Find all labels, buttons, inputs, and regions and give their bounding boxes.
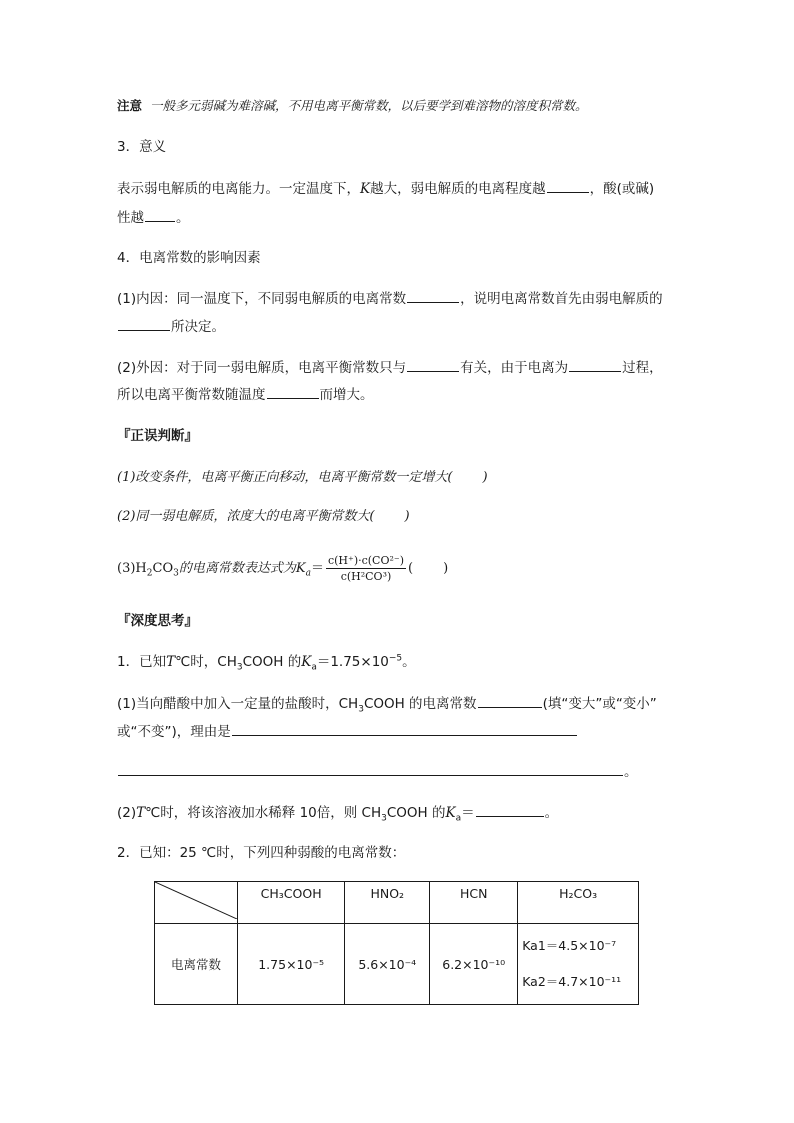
ionization-constants-table xyxy=(154,881,639,1005)
answer-blank[interactable] xyxy=(267,384,319,399)
diagonal-line xyxy=(155,882,237,919)
text: 过程， xyxy=(622,360,663,376)
answer-blank[interactable] xyxy=(118,316,170,331)
text: ＝ xyxy=(310,561,324,576)
text: 。 xyxy=(624,764,638,780)
note-label: 注意 xyxy=(117,98,143,113)
ka2-value: Ka2＝4.7×10⁻¹¹ xyxy=(522,974,622,989)
table-row xyxy=(155,924,639,1005)
text: 。 xyxy=(402,654,416,670)
section4-title: 4．电离常数的影响因素 xyxy=(117,250,261,266)
fraction-denominator: c(H²CO³) xyxy=(340,570,392,583)
text: ( xyxy=(408,561,414,576)
text: ，酸(或碱) xyxy=(589,181,655,197)
text: 性越 xyxy=(117,210,144,226)
text: (填“变大”或“变小” xyxy=(542,696,657,712)
text: 1．已知 xyxy=(117,654,167,670)
text: 。 xyxy=(176,210,190,226)
subscript: a xyxy=(305,568,311,579)
judge-q3: $(3)H_2CO_3$的电离常数表达式为$K_a=$ $\frac{\text{c(H⁺)·c(CO²⁻)}}{\text{c(H²CO³)}}$ ( ) xyxy=(117,554,449,583)
judge-title: 『正误判断』 xyxy=(117,428,198,444)
note-line xyxy=(117,96,587,116)
text: COOH 的 xyxy=(242,654,302,670)
think-title: 『深度思考』 xyxy=(117,613,198,629)
text: ) xyxy=(404,509,410,524)
text: 。 xyxy=(544,805,559,821)
text: (2)同一弱电解质，浓度大的电离平衡常数大( xyxy=(117,509,375,524)
text: COOH 的电离常数 xyxy=(363,696,477,712)
answer-blank[interactable] xyxy=(232,721,577,736)
text: 所以电离平衡常数随温度 xyxy=(117,387,266,403)
table-header-cell: HNO₂ xyxy=(345,882,430,924)
text: 的电离常数表达式为 xyxy=(178,561,296,576)
text: 所决定。 xyxy=(171,319,225,335)
text: ℃时，将该溶液加水稀释 10倍，则 CH xyxy=(145,805,382,821)
text: (3)H xyxy=(117,561,147,576)
judge-q1 xyxy=(117,468,488,488)
think-q2: 2．已知：25 ℃时，下列四种弱酸的电离常数： xyxy=(117,845,406,861)
text: ) xyxy=(443,561,449,576)
exponent: −5 xyxy=(388,653,403,664)
text: (2) xyxy=(117,805,137,821)
table-cell-h2co3 xyxy=(518,924,639,1005)
section3-line2 xyxy=(117,207,190,228)
answer-blank[interactable] xyxy=(118,761,623,776)
think-q1-p1-line1: (1)当向醋酸中加入一定量的盐酸时，$CH_3COOH$ 的电离常数 (填“变大”或“变小” xyxy=(117,693,657,714)
ka-symbol: K xyxy=(445,805,456,821)
ka-symbol: K xyxy=(295,561,306,576)
text: ℃时，CH xyxy=(175,654,237,670)
table-cell: 1.75×10⁻⁵ xyxy=(238,924,345,1005)
ka-symbol: K xyxy=(301,654,312,670)
answer-blank[interactable] xyxy=(407,357,459,372)
fraction-numerator: c(H⁺)·c(CO²⁻) xyxy=(327,554,405,567)
table-header-cell: CH₃COOH xyxy=(238,882,345,924)
section3-title: 3．意义 xyxy=(117,139,167,155)
answer-blank[interactable] xyxy=(569,357,621,372)
ka1-value: Ka1＝4.5×10⁻⁷ xyxy=(522,938,617,953)
text: (1)内因：同一温度下，不同弱电解质的电离常数 xyxy=(117,291,407,307)
text: (1)改变条件，电离平衡正向移动，电离平衡常数一定增大( xyxy=(117,470,453,485)
answer-blank[interactable] xyxy=(407,288,459,303)
answer-blank[interactable] xyxy=(478,693,542,708)
judge-q2 xyxy=(117,507,410,527)
answer-blank[interactable] xyxy=(476,802,544,817)
section4-p2-line1 xyxy=(117,357,663,378)
section3-line1 xyxy=(117,178,654,199)
section4-p1-line2 xyxy=(117,316,225,337)
table-header-cell: HCN xyxy=(430,882,518,924)
table-header-row xyxy=(155,882,639,924)
think-q1-p1-line2 xyxy=(117,721,578,742)
text: (2)外因：对于同一弱电解质，电离平衡常数只与 xyxy=(117,360,407,376)
text: (1)当向醋酸中加入一定量的盐酸时，CH xyxy=(117,696,359,712)
section4-p1-line1 xyxy=(117,288,663,309)
answer-blank[interactable] xyxy=(547,178,589,193)
think-q1-p2: (2)T℃时，将该溶液加水稀释 10倍，则 $CH_3COOH$ 的$K_a=$ 。 xyxy=(117,802,558,823)
answer-blank[interactable] xyxy=(145,207,175,222)
section4-p2-line2 xyxy=(117,384,374,405)
text: ，说明电离常数首先由弱电解质的 xyxy=(460,291,663,307)
t-symbol: T xyxy=(166,654,176,670)
t-symbol: T xyxy=(136,805,146,821)
k-symbol: K xyxy=(360,181,371,197)
text: CO xyxy=(152,561,174,576)
note-text: 一般多元弱碱为难溶碱，不用电离平衡常数，以后要学到难溶物的溶度积常数。 xyxy=(149,98,588,113)
diagonal-header-cell xyxy=(155,882,238,924)
table-cell: 6.2×10⁻¹⁰ xyxy=(430,924,518,1005)
text: 越大，弱电解质的电离程度越 xyxy=(370,181,546,197)
table-row-label: 电离常数 xyxy=(155,924,238,1005)
text: 表示弱电解质的电离能力。一定温度下， xyxy=(117,181,360,197)
think-q1: 1．已知T℃时，$CH_3COOH$ 的$K_a=1.75\times 10^{-5}$。 xyxy=(117,653,416,673)
table-cell: 5.6×10⁻⁴ xyxy=(345,924,430,1005)
table-header-cell: H₂CO₃ xyxy=(518,882,639,924)
text: 而增大。 xyxy=(319,387,374,403)
think-q1-p1-line3 xyxy=(117,761,638,782)
text: ) xyxy=(482,470,488,485)
text: 有关，由于电离为 xyxy=(460,360,569,376)
text: ＝ xyxy=(461,805,475,821)
ka-fraction xyxy=(326,553,406,584)
text: COOH 的 xyxy=(386,805,446,821)
text: ＝1.75×10 xyxy=(316,654,389,670)
text: 或“不变”)，理由是 xyxy=(117,724,231,740)
